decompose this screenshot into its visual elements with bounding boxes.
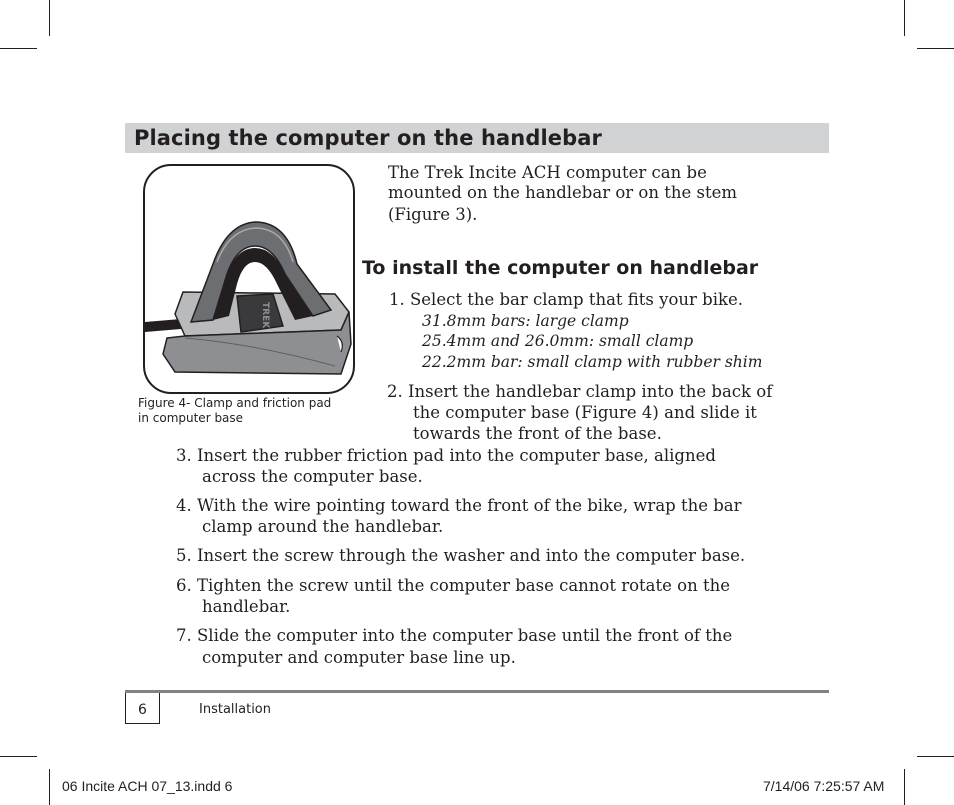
step-2-line-3: towards the front of the base.	[413, 424, 662, 443]
step-2-line-1: 2. Insert the handlebar clamp into the back of	[387, 382, 773, 401]
step-5-line-1: 5. Insert the screw through the washer and into the computer base.	[176, 546, 746, 565]
step-7-line-1: 7. Slide the computer into the computer base until the front of the	[176, 626, 733, 645]
step-1-option-2: 25.4mm and 26.0mm: small clamp	[422, 332, 694, 350]
intro-line-1: The Trek Incite ACH computer can be	[388, 163, 707, 182]
crop-mark-top-right-horizontal	[917, 48, 954, 49]
step-6-line-2: handlebar.	[202, 597, 291, 616]
footer-section-label: Installation	[199, 702, 272, 717]
step-6-line-1: 6. Tighten the screw until the computer base cannot rotate on the	[176, 576, 730, 595]
slug-timestamp: 7/14/06 7:25:57 AM	[763, 778, 885, 794]
figure-caption-line-1: Figure 4- Clamp and friction pad	[138, 396, 332, 410]
crop-mark-bottom-right-vertical	[904, 769, 905, 805]
step-1: 1. Select the bar clamp that fits your bike.	[389, 290, 744, 309]
section-title: Placing the computer on the handlebar	[134, 126, 602, 150]
crop-mark-top-left-vertical	[49, 0, 50, 36]
clamp-illustration	[145, 166, 353, 392]
step-1-option-3: 22.2mm bar: small clamp with rubber shim	[422, 353, 763, 371]
page-number: 6	[125, 693, 160, 724]
figure-4-image	[143, 164, 355, 394]
intro-line-2: mounted on the handlebar or on the stem	[388, 183, 737, 202]
crop-mark-top-right-vertical	[904, 0, 905, 36]
crop-mark-bottom-left-horizontal	[0, 756, 37, 757]
step-3-line-1: 3. Insert the rubber friction pad into the computer base, aligned	[176, 446, 716, 465]
intro-line-3: (Figure 3).	[388, 205, 478, 224]
slug-file-name: 06 Incite ACH 07_13.indd 6	[62, 778, 233, 794]
crop-mark-bottom-right-horizontal	[917, 756, 954, 757]
crop-mark-bottom-left-vertical	[49, 769, 50, 805]
footer-rule	[125, 690, 829, 693]
step-3-line-2: across the computer base.	[202, 467, 423, 486]
step-4-line-2: clamp around the handlebar.	[202, 517, 444, 536]
step-2-line-2: the computer base (Figure 4) and slide it	[413, 403, 757, 422]
figure-caption-line-2: in computer base	[138, 411, 244, 425]
step-4-line-1: 4. With the wire pointing toward the front of the bike, wrap the bar	[176, 496, 742, 515]
step-7-line-2: computer and computer base line up.	[202, 648, 516, 667]
step-1-option-1: 31.8mm bars: large clamp	[422, 312, 629, 330]
pad-brand-label: TREK	[260, 302, 270, 329]
crop-mark-top-left-horizontal	[0, 48, 37, 49]
sub-heading: To install the computer on handlebar	[362, 257, 759, 279]
